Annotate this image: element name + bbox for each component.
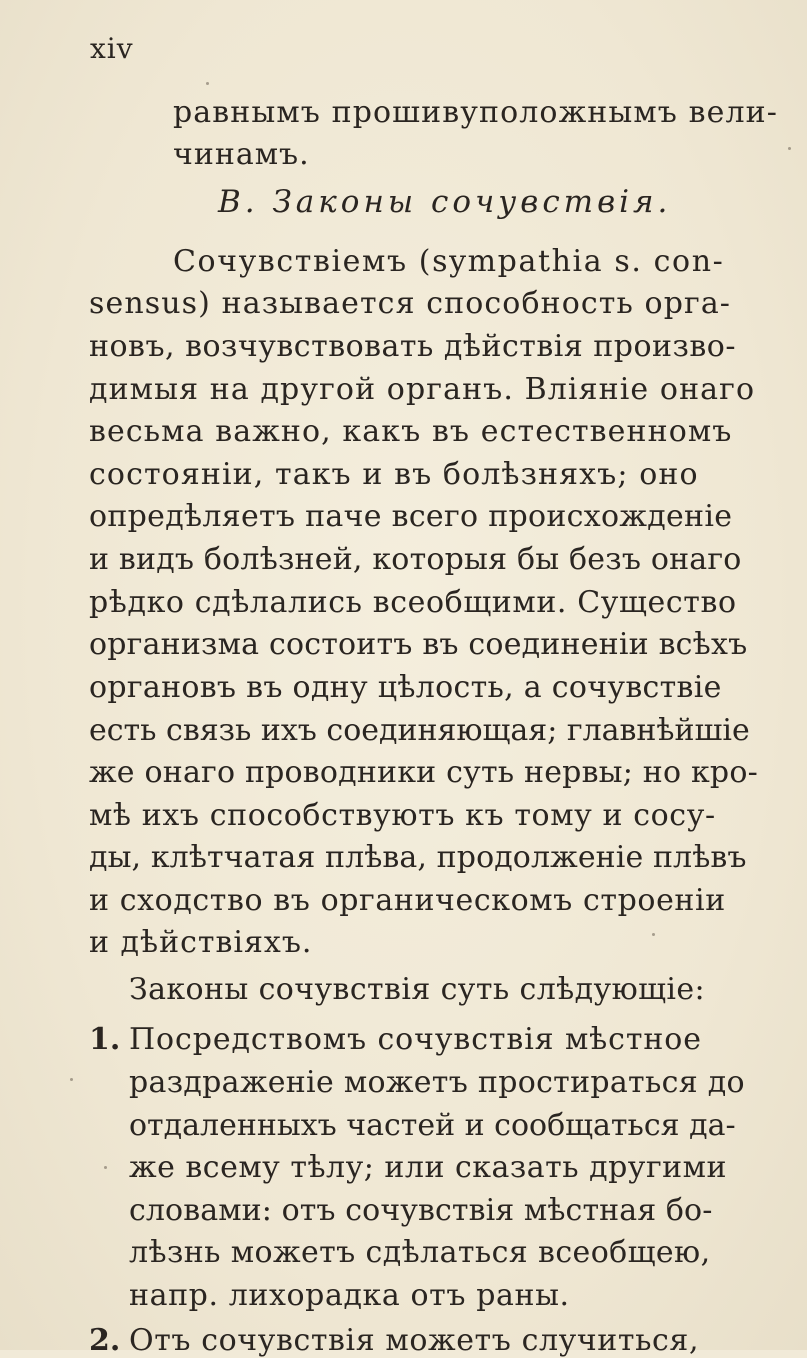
text-line: рѣдко сдѣлались всеобщими. Существо	[89, 585, 737, 620]
text-line: sensus) называется способность орга-	[89, 286, 732, 321]
text-line: опредѣляетъ паче всего происхожденіе	[89, 499, 733, 534]
text-line: ды, клѣтчатая плѣва, продолженіе плѣвъ	[89, 840, 747, 875]
paper-speck	[788, 147, 791, 150]
law-number: 2.	[89, 1323, 121, 1358]
text-line: Сочувствіемъ (sympathia s. con-	[173, 244, 725, 279]
paper-speck	[206, 82, 209, 85]
paper-speck	[104, 1166, 107, 1169]
text-line: мѣ ихъ способствуютъ къ тому и сосу-	[89, 798, 716, 833]
text-line: органовъ въ одну цѣлость, а сочувствіе	[89, 670, 722, 705]
text-line: и дѣйствіяхъ.	[89, 925, 313, 960]
law-line: словами: отъ сочувствія мѣстная бо-	[129, 1193, 713, 1228]
text-line: равнымъ прошивуположнымъ вели-	[173, 95, 778, 130]
text-line: состояніи, такъ и въ болѣзняхъ; оно	[89, 457, 699, 492]
law-line: напр. лихорадка отъ раны.	[129, 1278, 570, 1313]
text-line: и сходство въ органическомъ строеніи	[89, 883, 726, 918]
law-line: же всему тѣлу; или сказать другими	[129, 1150, 728, 1185]
law-line: отдаленныхъ частей и сообщаться да-	[129, 1108, 736, 1143]
page-number: xiv	[90, 32, 134, 65]
text-line: чинамъ.	[173, 137, 310, 172]
text-line: организма состоитъ въ соединеніи всѣхъ	[89, 627, 748, 662]
text-line: и видъ болѣзней, которыя бы безъ онаго	[89, 542, 742, 577]
laws-intro: Законы сочувствія суть слѣдующіе:	[129, 972, 706, 1007]
text-line: весьма важно, какъ въ естественномъ	[89, 414, 733, 449]
section-heading: В. Законы сочувствія.	[218, 184, 672, 220]
text-line: димыя на другой органъ. Вліяніе онаго	[89, 372, 756, 407]
law-line: раздраженіе можетъ простираться до	[129, 1065, 745, 1100]
paper-speck	[652, 933, 655, 936]
law-line: Отъ сочувствія можетъ случиться,	[129, 1323, 700, 1358]
law-line: лѣзнь можетъ сдѣлаться всеобщею,	[129, 1235, 711, 1270]
text-line: новъ, возчувствовать дѣйствія произво-	[89, 329, 736, 364]
paper-speck	[70, 1078, 73, 1081]
law-number: 1.	[89, 1022, 121, 1057]
text-line: же онаго проводники суть нервы; но кро-	[89, 755, 758, 790]
text-line: есть связь ихъ соединяющая; главнѣйшіе	[89, 713, 750, 748]
law-line: Посредствомъ сочувствія мѣстное	[129, 1022, 702, 1057]
